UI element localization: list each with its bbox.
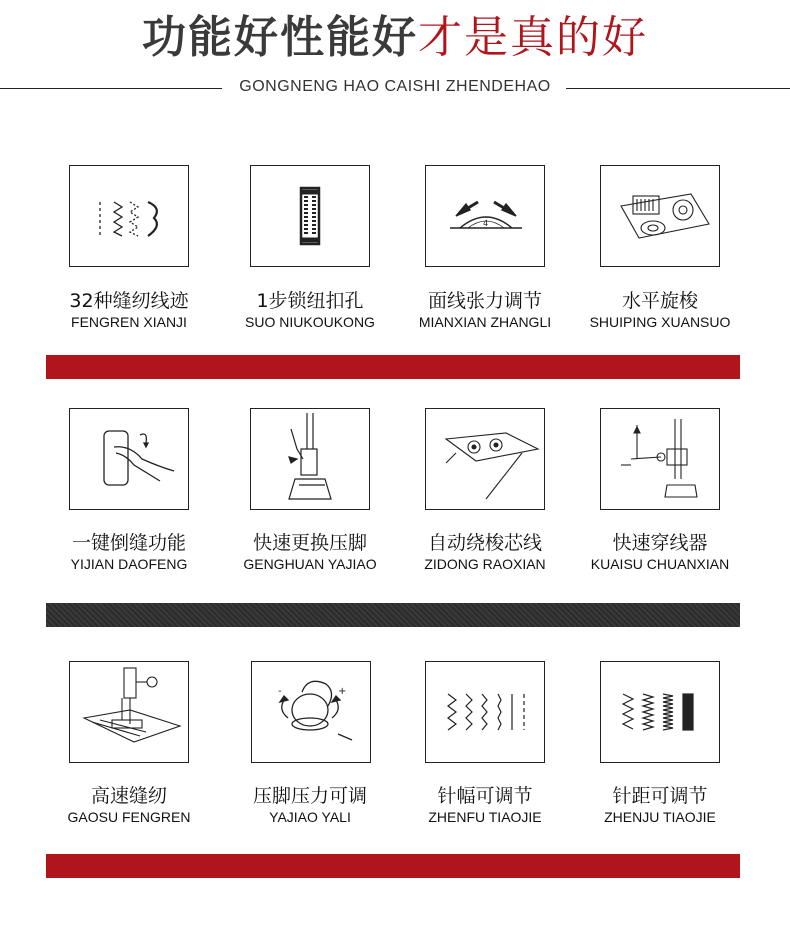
feature-pinyin: KUAISU CHUANXIAN <box>590 556 730 572</box>
feature-name: 自动绕梭芯线 <box>427 532 542 554</box>
needle-threader-icon <box>600 408 720 510</box>
feature-pinyin: SUO NIUKOUKONG <box>245 314 375 330</box>
feature-pinyin: ZHENJU TIAOJIE <box>604 809 716 825</box>
high-speed-sewing-icon <box>69 661 189 763</box>
stitch-patterns-icon <box>69 165 189 267</box>
feature-name: 快速更换压脚 <box>252 532 367 554</box>
feature-pinyin: FENGREN XIANJI <box>71 314 187 330</box>
feature-name: 压脚压力可调 <box>252 785 367 807</box>
reverse-button-icon <box>69 408 189 510</box>
bobbin-winder-icon <box>425 408 545 510</box>
page-title <box>0 10 790 66</box>
stitch-width-icon <box>425 661 545 763</box>
feature-pinyin: SHUIPING XUANSUO <box>589 314 731 330</box>
feature-name: 1步锁纽扣孔 <box>256 290 364 312</box>
feature-pinyin: ZHENFU TIAOJIE <box>428 809 542 825</box>
divider-band-1 <box>46 355 740 379</box>
tension-dial-icon <box>425 165 545 267</box>
feature-pinyin: YIJIAN DAOFENG <box>70 556 188 572</box>
svg-text:-: - <box>278 686 282 697</box>
title-red-part: 才是真的好 <box>418 12 648 63</box>
feature-name: 快速穿线器 <box>612 532 708 554</box>
feature-name: 水平旋梭 <box>621 290 698 312</box>
svg-text:+: + <box>338 686 347 697</box>
feature-name: 针幅可调节 <box>437 785 533 807</box>
title-dark-part: 功能好性能好 <box>142 12 418 63</box>
feature-pinyin: GENGHUAN YAJIAO <box>243 556 377 572</box>
buttonhole-icon <box>250 165 370 267</box>
feature-pinyin: GAOSU FENGREN <box>67 809 191 825</box>
bobbin-hook-icon <box>600 165 720 267</box>
feature-name: 一键倒缝功能 <box>71 532 186 554</box>
divider-band-2 <box>46 603 740 627</box>
feature-name: 32种缝纫线迹 <box>69 290 189 312</box>
pressure-dial-icon <box>251 661 371 763</box>
feature-name: 面线张力调节 <box>427 290 542 312</box>
feature-pinyin: YAJIAO YALI <box>269 809 351 825</box>
feature-name: 针距可调节 <box>612 785 708 807</box>
svg-text:4: 4 <box>483 219 489 228</box>
stitch-length-icon <box>600 661 720 763</box>
feature-pinyin: ZIDONG RAOXIAN <box>424 556 546 572</box>
page-subtitle: GONGNENG HAO CAISHI ZHENDEHAO <box>239 78 551 95</box>
divider-band-3 <box>46 854 740 878</box>
feature-name: 高速缝纫 <box>90 785 167 807</box>
presser-foot-icon <box>250 408 370 510</box>
feature-pinyin: MIANXIAN ZHANGLI <box>418 314 552 330</box>
